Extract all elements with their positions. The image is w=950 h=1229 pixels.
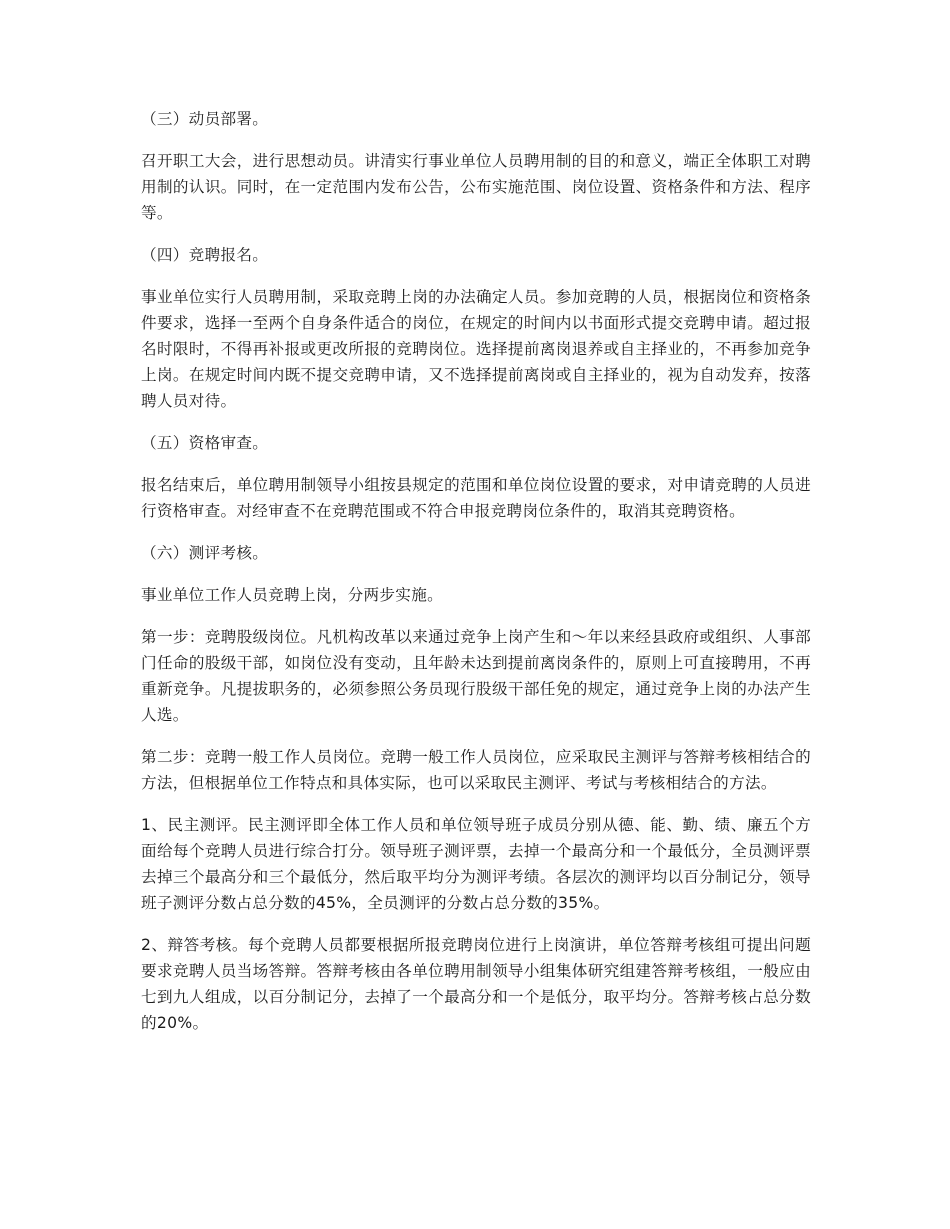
section-heading-assessment: （六）测评考核。 [141, 544, 269, 562]
paragraph-assessment-intro: 事业单位工作人员竞聘上岗，分两步实施。 [141, 586, 443, 604]
section-heading-mobilization: （三）动员部署。 [141, 110, 269, 128]
paragraph-registration: 事业单位实行人员聘用制，采取竞聘上岗的办法确定人员。参加竞聘的人员，根据岗位和资格条件要求，选择一至两个自身条件适合的岗位，在规定的时间内以书面形式提交竞聘申请。超过报名时限时，不得再补报或更改所报的竞聘岗位。选择提前离岗退养或自主择业的，不再参加竞争上岗。在规定时间内既不提交竞聘申请，又不选择提前离岗或自主择业的，视为自动发弃，按落聘人员对待。 [141, 288, 811, 410]
paragraph-qualification: 报名结束后，单位聘用制领导小组按县规定的范围和单位岗位设置的要求，对申请竞聘的人员进行资格审查。对经审查不在竞聘范围或不符合申报竞聘岗位条件的，取消其竞聘资格。 [141, 476, 811, 520]
section-heading-registration: （四）竞聘报名。 [141, 246, 269, 264]
paragraph-democratic-evaluation: 1、民主测评。民主测评即全体工作人员和单位领导班子成员分别从德、能、勤、绩、廉五个方面给每个竞聘人员进行综合打分。领导班子测评票，去掉一个最高分和一个最低分，全员测评票去掉三个最高分和三个最低分，然后取平均分为测评考绩。各层次的测评均以百分制记分，领导班子测评分数占总分数的45%，全员测评的分数占总分数的35%。 [141, 816, 811, 912]
paragraph-step-two: 第二步：竞聘一般工作人员岗位。竞聘一般工作人员岗位，应采取民主测评与答辩考核相结合的方法，但根据单位工作特点和具体实际，也可以采取民主测评、考试与考核相结合的方法。 [141, 748, 811, 792]
document-page [141, 106, 811, 1052]
section-heading-qualification: （五）资格审查。 [141, 434, 269, 452]
paragraph-defense-assessment: 2、辩答考核。每个竞聘人员都要根据所报竞聘岗位进行上岗演讲，单位答辩考核组可提出问题要求竞聘人员当场答辩。答辩考核由各单位聘用制领导小组集体研究组建答辩考核组，一般应由七到九人组成，以百分制记分，去掉了一个最高分和一个是低分，取平均分。答辩考核占总分数的20%。 [141, 936, 811, 1032]
paragraph-mobilization: 召开职工大会，进行思想动员。讲清实行事业单位人员聘用制的目的和意义，端正全体职工对聘用制的认识。同时，在一定范围内发布公告，公布实施范围、岗位设置、资格条件和方法、程序等。 [141, 152, 811, 222]
paragraph-step-one: 第一步：竞聘股级岗位。凡机构改革以来通过竞争上岗产生和～年以来经县政府或组织、人事部门任命的股级干部，如岗位没有变动，且年龄未达到提前离岗条件的，原则上可直接聘用，不再重新竞争。凡提拔职务的，必须参照公务员现行股级干部任免的规定，通过竞争上岗的办法产生人选。 [141, 628, 811, 724]
